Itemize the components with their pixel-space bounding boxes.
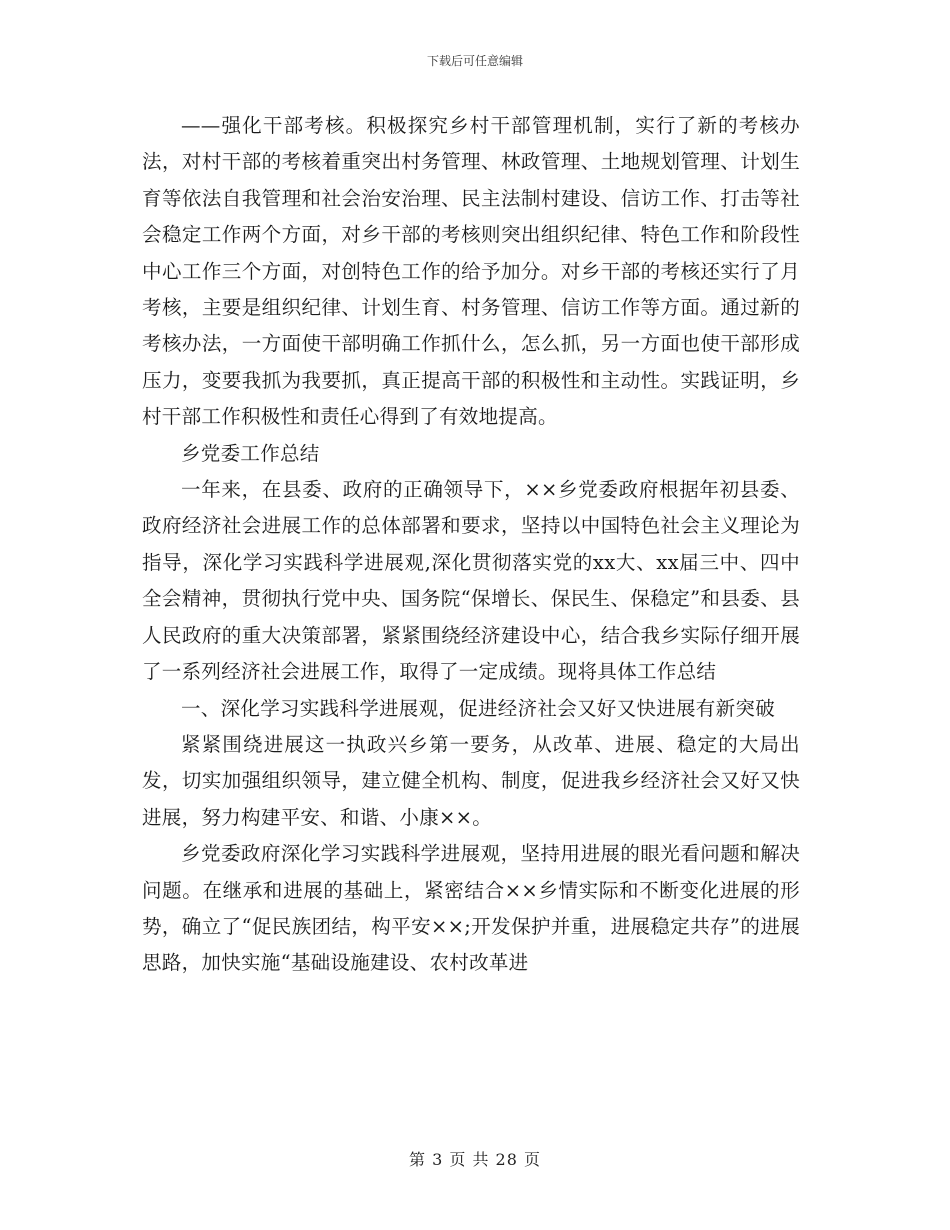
- section-title: 乡党委工作总结: [181, 441, 320, 465]
- page-number-footer: 第 3 页 共 28 页: [409, 1150, 541, 1169]
- paragraph-summary-intro: 一年来，在县委、政府的正确领导下，××乡党委政府根据年初县委、政府经济社会进展工作的总体部署和要求，坚持以中国特色社会主义理论为指导，深化学习实践科学进展观,深化贯彻落实党的xx大、xx届三中、四中全会精神，贯彻执行党中央、国务院“保增长、保民生、保稳定”和县委、县人民政府的重大决策部署，紧紧围绕经济建设中心，结合我乡实际仔细开展了一系列经济社会进展工作，取得了一定成绩。现将具体工作总结: [142, 478, 800, 684]
- section-heading-1: 一、深化学习实践科学进展观，促进经济社会又好又快进展有新突破: [181, 696, 776, 720]
- document-body: [142, 108, 800, 982]
- page-header-note: 下载后可任意编辑: [426, 54, 523, 68]
- paragraph-development: 紧紧围绕进展这一执政兴乡第一要务，从改革、进展、稳定的大局出发，切实加强组织领导，建立健全机构、制度，促进我乡经济社会又好又快进展，努力构建平安、和谐、小康××。: [142, 732, 800, 829]
- paragraph-cadre-assessment: ——强化干部考核。积极探究乡村干部管理机制，实行了新的考核办法，对村干部的考核着重突出村务管理、林政管理、土地规划管理、计划生育等依法自我管理和社会治安治理、民主法制村建设、信访工作、打击等社会稳定工作两个方面，对乡干部的考核则突出组织纪律、特色工作和阶段性中心工作三个方面，对创特色工作的给予加分。对乡干部的考核还实行了月考核，主要是组织纪律、计划生育、村务管理、信访工作等方面。通过新的考核办法，一方面使干部明确工作抓什么，怎么抓，另一方面也使干部形成压力，变要我抓为我要抓，真正提高干部的积极性和主动性。实践证明，乡村干部工作积极性和责任心得到了有效地提高。: [142, 114, 800, 429]
- paragraph-party-committee: 乡党委政府深化学习实践科学进展观，坚持用进展的眼光看问题和解决问题。在继承和进展的基础上，紧密结合××乡情实际和不断变化进展的形势，确立了“促民族团结，构平安××;开发保护并重，进展稳定共存”的进展思路，加快实施“基础设施建设、农村改革进: [142, 842, 800, 975]
